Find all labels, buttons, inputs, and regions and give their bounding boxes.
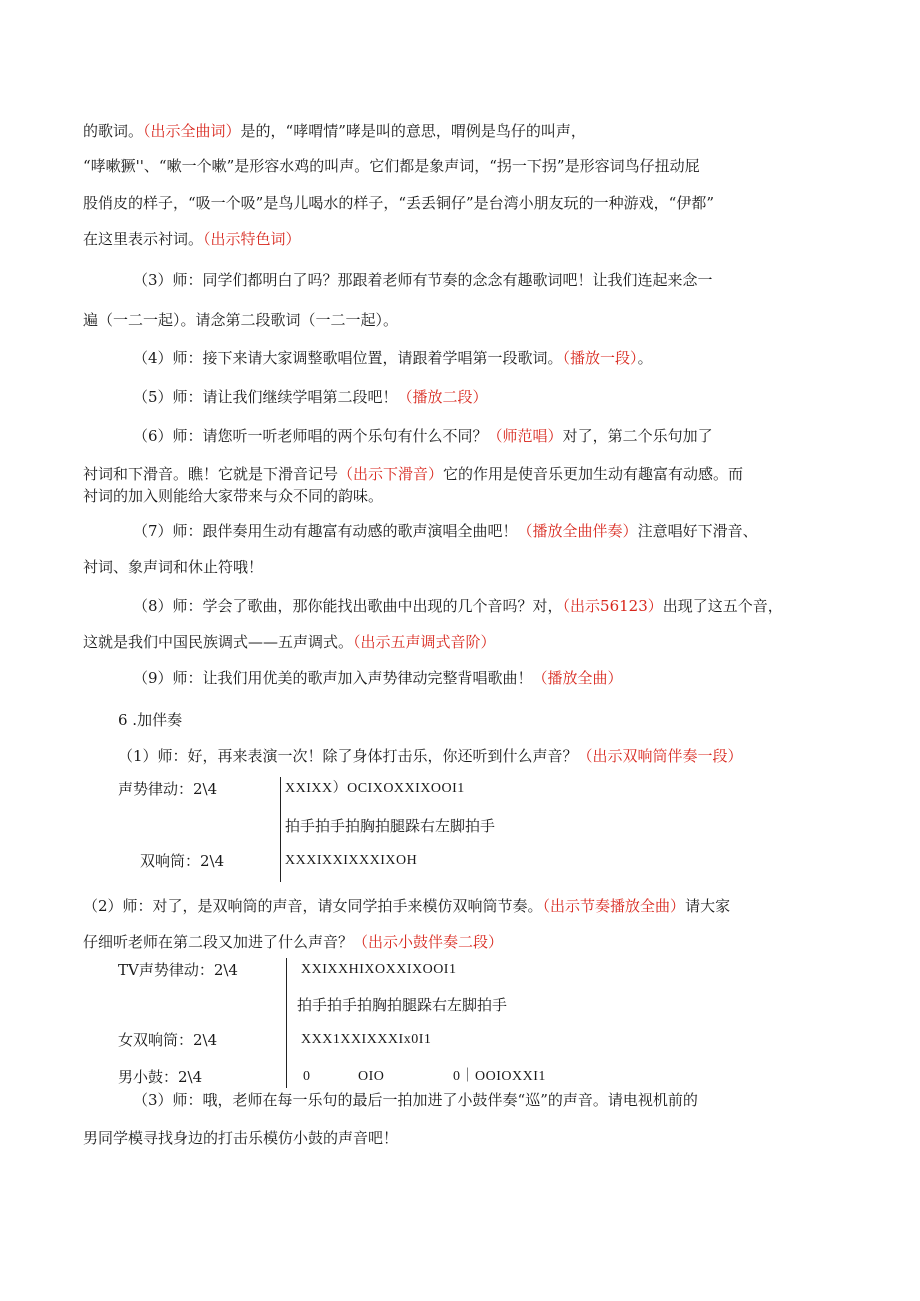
text: 衬词和下滑音。瞧！它就是下滑音记号: [83, 465, 339, 483]
text: 。: [637, 349, 653, 367]
stage-direction: （出示节奏播放全曲）: [542, 897, 686, 915]
score-1-bar-line: [280, 777, 281, 882]
stage-direction: （出示五声调式音阶）: [353, 633, 496, 651]
step-9: [133, 668, 623, 688]
score-1-rhythm-row-2: XXXIXXIXXXIXOH: [285, 853, 418, 868]
score-2-drum-rest-1: 0: [303, 1069, 311, 1084]
text: 仔细听老师在第二段又加进了什么声音？: [83, 933, 354, 951]
text: （2）师：对了，是双响筒的声音，请女同学拍手来模仿双响筒节奏。: [83, 897, 543, 915]
score-2-bar-line: [286, 958, 287, 1088]
text: 是的，“哮喟情”哮是叫的意思，喟例是鸟仔的叫声，: [240, 122, 586, 140]
step-3-line-1: （3）师：同学们都明白了吗？那跟着老师有节奏的念念有趣歌词吧！让我们连起来念一: [133, 271, 713, 289]
accomp-step-2-line-2: [83, 932, 503, 952]
score-1-rhythm-row-1: XXIXX）OCIXOXXIXOOI1: [285, 781, 465, 796]
text: （6）师：请您听一听老师唱的两个乐句有什么不同？: [133, 427, 488, 445]
text: 在这里表示衬词。: [83, 230, 204, 248]
text: 注意唱好下滑音、: [637, 522, 758, 540]
step-8-line-2: [83, 632, 496, 652]
step-6-line-2: [83, 464, 743, 484]
text: （4）师：接下来请大家调整歌唱位置，请跟着学唱第一段歌词。: [133, 349, 563, 367]
score-2-rhythm-row-1: XXIXXHIXOXXIXOOI1: [301, 962, 457, 977]
stage-direction: （出示小鼓伴奏二段）: [353, 933, 504, 951]
text: （5）师：请让我们继续学唱第二段吧！: [133, 388, 398, 406]
step-7-line-1: [133, 521, 758, 541]
stage-direction: （出示全曲词）: [143, 122, 241, 140]
score-1-action-row: 拍手拍手拍胸拍腿跺右左脚拍手: [285, 817, 496, 835]
stage-direction: （出示下滑音）: [338, 465, 444, 483]
step-4: [133, 348, 653, 368]
text: 它的作用是使音乐更加生动有趣富有动感。而: [443, 465, 744, 483]
section-heading-accompaniment: 6 .加伴奏: [118, 711, 183, 729]
score-2-drum-beat: OIO: [358, 1069, 385, 1084]
step-5: [133, 387, 488, 407]
text: （8）师：学会了歌曲，那你能找出歌曲中出现的几个音吗？对，: [133, 597, 563, 615]
step-6-line-1: [133, 426, 713, 446]
stage-direction: （出示特色词）: [203, 230, 301, 248]
stage-direction: （师范唱）: [487, 427, 563, 445]
text: 对了，第二个乐句加了: [562, 427, 713, 445]
step-6-line-3: 衬词的加入则能给大家带来与众不同的韵味。: [83, 487, 384, 505]
text: 出现了这五个音，: [662, 597, 783, 615]
stage-direction: （出示双响筒伴奏一段）: [577, 747, 743, 765]
text: 这就是我们中国民族调式——五声调式。: [83, 633, 354, 651]
stage-direction: （出示56123）: [562, 597, 663, 615]
score-2-label-body-percussion: TV声势律动：2\4: [118, 961, 238, 979]
step-3-line-2: 遍（一二一起）。请念第二段歌词（一二一起）。: [83, 311, 399, 329]
score-2-drum-rest-2: 0｜OOIOXXI1: [453, 1069, 546, 1084]
stage-direction: （播放一段）: [562, 349, 638, 367]
step-8-line-1: [133, 596, 783, 616]
score-2-label-boys-drum: 男小鼓：2\4: [118, 1068, 203, 1086]
text: （1）师：好，再来表演一次！除了身体打击乐，你还听到什么声音？: [118, 747, 578, 765]
accomp-step-3-line-2: 男同学模寻找身边的打击乐模仿小鼓的声音吧！: [83, 1129, 399, 1147]
lyrics-paragraph-line-3: 股俏皮的样子，“吸一个吸”是鸟儿喝水的样子，“丢丢铜仔”是台湾小朋友玩的一种游戏，“伊都”: [83, 194, 715, 212]
text: （7）师：跟伴奏用生动有趣富有动感的歌声演唱全曲吧！: [133, 522, 518, 540]
score-1-label-double-tube: 双响筒：2\4: [140, 852, 225, 870]
score-2-action-row: 拍手拍手拍胸拍腿跺右左脚拍手: [297, 996, 508, 1014]
stage-direction: （播放全曲）: [532, 669, 623, 687]
stage-direction: （播放二段）: [397, 388, 488, 406]
accomp-step-1: [118, 746, 743, 766]
step-7-line-2: 衬词、象声词和休止符哦！: [83, 558, 264, 576]
text: 请大家: [685, 897, 731, 915]
score-2-label-girls-double-tube: 女双响筒：2\4: [118, 1031, 218, 1049]
lyrics-paragraph-line-2: “哮嗽獗''、“嗽一个嗽”是形容水鸡的叫声。它们都是象声词，“拐一下拐”是形容词鸟仔扭动屁: [83, 157, 700, 175]
score-1-label-body-percussion: 声势律动：2\4: [118, 780, 218, 798]
stage-direction: （播放全曲伴奏）: [517, 522, 638, 540]
accomp-step-2-line-1: [83, 896, 730, 916]
text: 的歌词。: [83, 122, 144, 140]
text: （9）师：让我们用优美的歌声加入声势律动完整背唱歌曲！: [133, 669, 533, 687]
lyrics-paragraph-line-1: [83, 121, 586, 141]
lyrics-paragraph-line-4: [83, 229, 301, 249]
accomp-step-3-line-1: （3）师：哦，老师在每一乐句的最后一拍加进了小鼓伴奏“巡”的声音。请电视机前的: [133, 1091, 698, 1109]
score-2-rhythm-row-2: XXX1XXIXXXIx0I1: [301, 1032, 432, 1047]
